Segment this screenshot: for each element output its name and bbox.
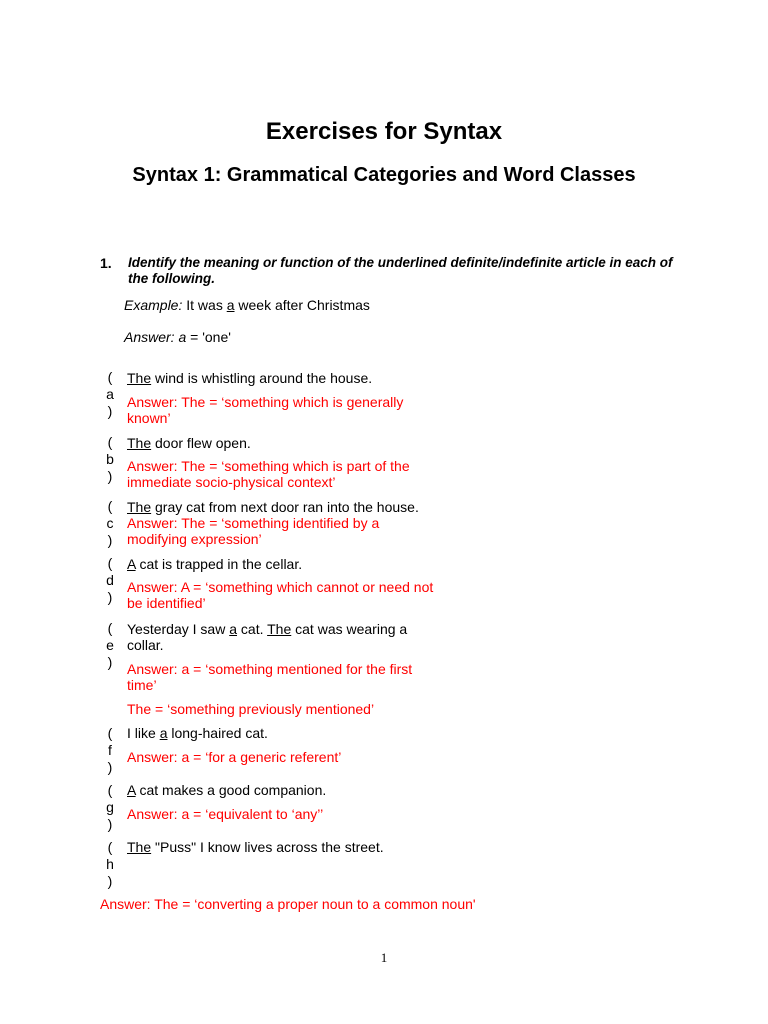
article: a bbox=[229, 621, 238, 637]
example-article: a bbox=[226, 297, 235, 313]
item-sentence-e: Yesterday I saw a cat. The cat was wearing a collar. bbox=[127, 621, 408, 653]
example-post: week after Christmas bbox=[238, 297, 370, 313]
item-sentence-f: I like a long-haired cat. bbox=[127, 725, 268, 741]
item-answer-d: Answer: A = ‘something which cannot or need not be identified’ bbox=[127, 579, 434, 611]
article: The bbox=[127, 370, 152, 386]
example-answer-value: = 'one' bbox=[190, 329, 231, 345]
item-label-b: ( b ) bbox=[106, 434, 114, 484]
article: A bbox=[127, 556, 136, 572]
example-line bbox=[124, 297, 370, 313]
final-answer: Answer: The = ‘converting a proper noun to a common noun' bbox=[100, 896, 476, 912]
article: The bbox=[127, 839, 152, 855]
item-sentence-g: A cat makes a good companion. bbox=[127, 782, 327, 798]
item-label-a: ( a ) bbox=[106, 369, 114, 419]
article: a bbox=[159, 725, 168, 741]
item-sentence-b: The door flew open. bbox=[127, 435, 251, 451]
item-label-g: ( g ) bbox=[106, 782, 114, 832]
page-subtitle: Syntax 1: Grammatical Categories and Word Classes bbox=[132, 164, 636, 186]
item-answer-b: Answer: The = ‘something which is part of the immediate socio-physical context’ bbox=[127, 458, 410, 490]
item-label-f: ( f ) bbox=[107, 725, 113, 775]
example-label: Example: bbox=[124, 297, 183, 313]
article: The bbox=[127, 499, 152, 515]
item-label-e: ( e ) bbox=[106, 620, 114, 670]
item-answer-f: Answer: a = ‘for a generic referent’ bbox=[127, 749, 342, 765]
item-answer-c: Answer: The = ‘something identified by a modifying expression’ bbox=[127, 515, 380, 547]
item-sentence-d: A cat is trapped in the cellar. bbox=[127, 556, 303, 572]
item-answer-g: Answer: a = ‘equivalent to ‘any’’ bbox=[127, 806, 324, 822]
page-number: 1 bbox=[380, 950, 388, 965]
article: A bbox=[127, 782, 136, 798]
article-2: The bbox=[267, 621, 292, 637]
item-answer-e: Answer: a = ‘something mentioned for the first time’ bbox=[127, 661, 413, 693]
question-number: 1. bbox=[100, 255, 112, 271]
example-answer bbox=[124, 329, 231, 345]
question-text: Identify the meaning or function of the underlined definite/indefinite article in each of the following. bbox=[128, 255, 673, 286]
page-title: Exercises for Syntax bbox=[265, 118, 503, 145]
item-sentence-c: The gray cat from next door ran into the house. bbox=[127, 499, 419, 515]
item-sentence-a: The wind is whistling around the house. bbox=[127, 370, 373, 386]
item-label-c: ( c ) bbox=[106, 498, 114, 548]
item-label-d: ( d ) bbox=[106, 555, 114, 605]
item-answer-e-2: The = ‘something previously mentioned’ bbox=[127, 701, 375, 717]
example-answer-var: a bbox=[178, 329, 187, 345]
item-label-h: ( h ) bbox=[106, 839, 114, 889]
example-answer-label: Answer: bbox=[124, 329, 175, 345]
example-pre: It was bbox=[186, 297, 223, 313]
article: The bbox=[127, 435, 152, 451]
item-sentence-h: The "Puss" I know lives across the street. bbox=[127, 839, 384, 855]
item-answer-a: Answer: The = ‘something which is generally known’ bbox=[127, 394, 404, 426]
